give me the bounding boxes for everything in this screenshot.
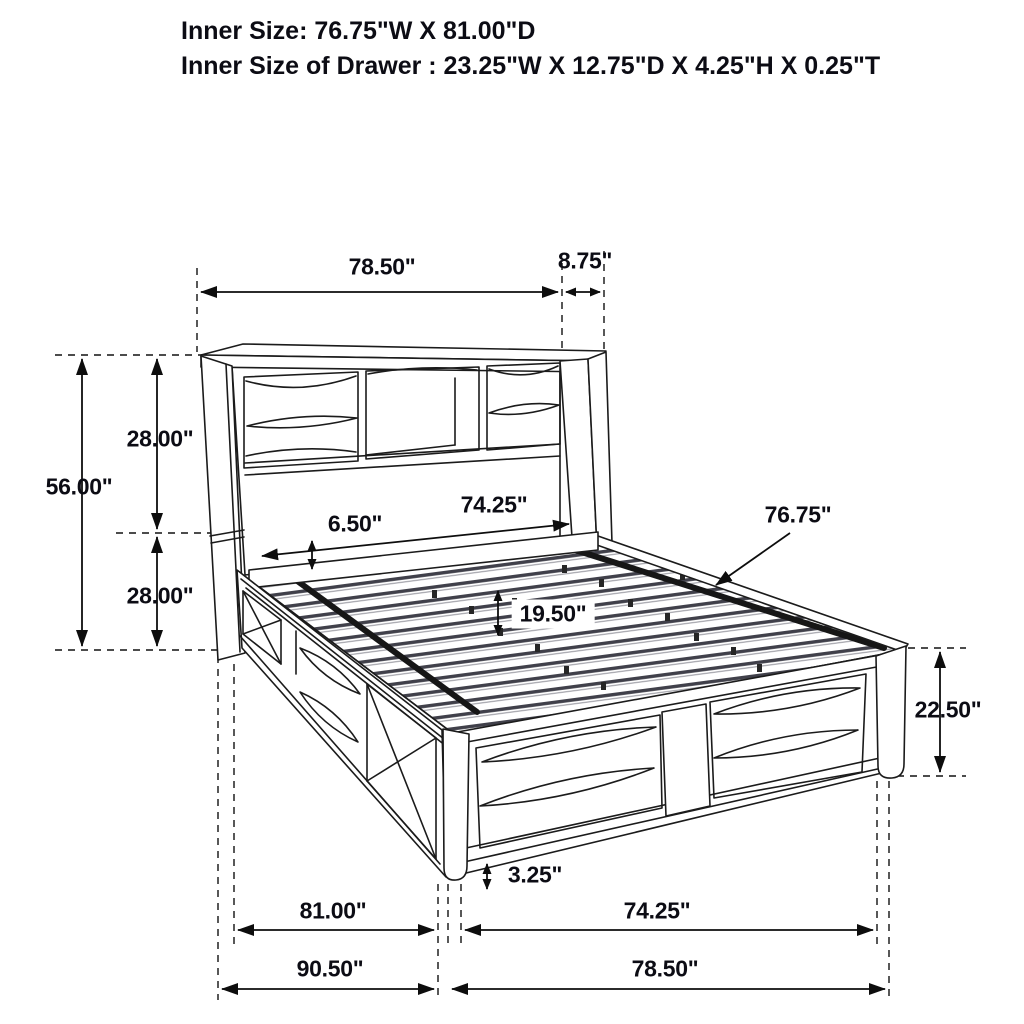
- dim-floor-clearance-label: 3.25": [507, 861, 563, 888]
- header-drawer-size: Inner Size of Drawer : 23.25"W X 12.75"D X 4.25"H X 0.25"T: [181, 52, 881, 80]
- dim-base-height-label: 28.00": [126, 582, 194, 609]
- dim-slat-length-label: 19.50": [512, 600, 595, 629]
- header-inner-size: Inner Size: 76.75"W X 81.00"D: [181, 17, 536, 45]
- dim-frame-length-label: 78.50": [631, 955, 699, 982]
- dim-footboard-height-label: 22.50": [914, 696, 982, 723]
- dim-rail-height-label: 6.50": [327, 510, 383, 537]
- dim-hutch-height-label: 28.00": [126, 425, 194, 452]
- dim-slat-width-label: 76.75": [764, 501, 832, 528]
- foot-left-post: [443, 729, 469, 880]
- dim-overall-length-label: 90.50": [296, 955, 364, 982]
- dim-headboard-width-label: 78.50": [348, 253, 416, 280]
- foot-right-post: [876, 646, 906, 778]
- dim-side-length-label: 81.00": [299, 897, 367, 924]
- dim-foot-inner-width-label: 74.25": [623, 897, 691, 924]
- dim-headboard-height-label: 56.00": [45, 473, 113, 500]
- dim-head-inner-width-label: 74.25": [460, 491, 528, 518]
- dim-headboard-depth-label: 8.75": [557, 247, 613, 274]
